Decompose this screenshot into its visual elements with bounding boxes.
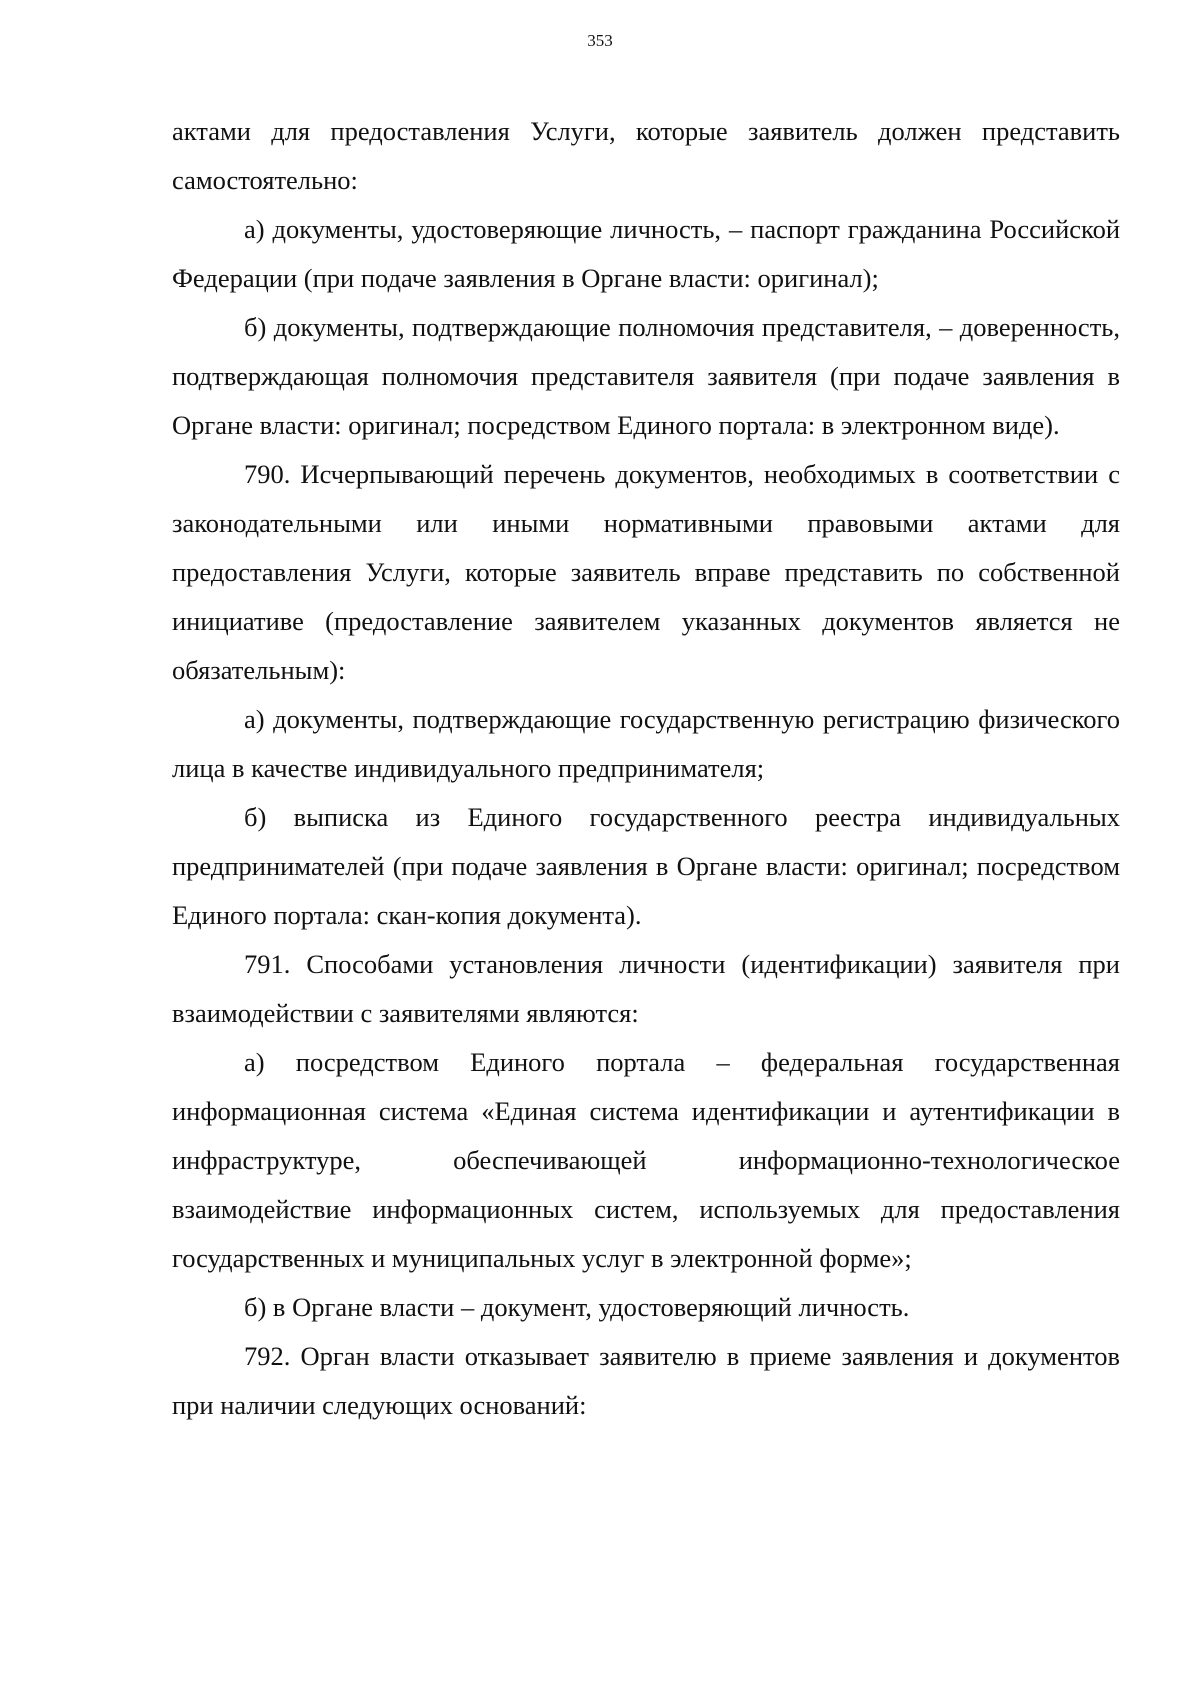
paragraph-792: 792. Орган власти отказывает заявителю в приеме заявления и документов при наличии следующих оснований: bbox=[172, 1341, 1120, 1420]
paragraph-791-item-a: а) посредством Единого портала – федеральная государственная информационная система «Единая система идентификации и аутентификации в инфраструктуре, обеспечивающей информационно-технологическое взаимодействие информационных систем, используемых для предоставления государственных и муниципальных услуг в электронной форме»; bbox=[172, 1047, 1120, 1273]
paragraph-continuation: актами для предоставления Услуги, которые заявитель должен представить самостоятельно: bbox=[172, 116, 1120, 195]
paragraph-790-item-a: а) документы, подтверждающие государственную регистрацию физического лица в качестве индивидуального предпринимателя; bbox=[172, 704, 1120, 783]
paragraph-790-item-b: б) выписка из Единого государственного реестра индивидуальных предпринимателей (при подаче заявления в Органе власти: оригинал; посредством Единого портала: скан-копия документа). bbox=[172, 802, 1120, 930]
document-body bbox=[172, 107, 1120, 1430]
paragraph-item-a-identity-documents: а) документы, удостоверяющие личность, – паспорт гражданина Российской Федерации (при подаче заявления в Органе власти: оригинал); bbox=[172, 214, 1120, 293]
paragraph-790: 790. Исчерпывающий перечень документов, необходимых в соответствии с законодательными или иными нормативными правовыми актами для предоставления Услуги, которые заявитель вправе представить по собственной инициативе (предоставление заявителем указанных документов является не обязательным): bbox=[172, 459, 1120, 685]
page-number: 353 bbox=[587, 31, 613, 50]
paragraph-791-item-b: б) в Органе власти – документ, удостоверяющий личность. bbox=[244, 1292, 910, 1322]
paragraph-791: 791. Способами установления личности (идентификации) заявителя при взаимодействии с заявителями являются: bbox=[172, 949, 1120, 1028]
paragraph-item-b-representative-authority: б) документы, подтверждающие полномочия представителя, – доверенность, подтверждающая полномочия представителя заявителя (при подаче заявления в Органе власти: оригинал; посредством Единого портала: в электронном виде). bbox=[172, 312, 1120, 440]
